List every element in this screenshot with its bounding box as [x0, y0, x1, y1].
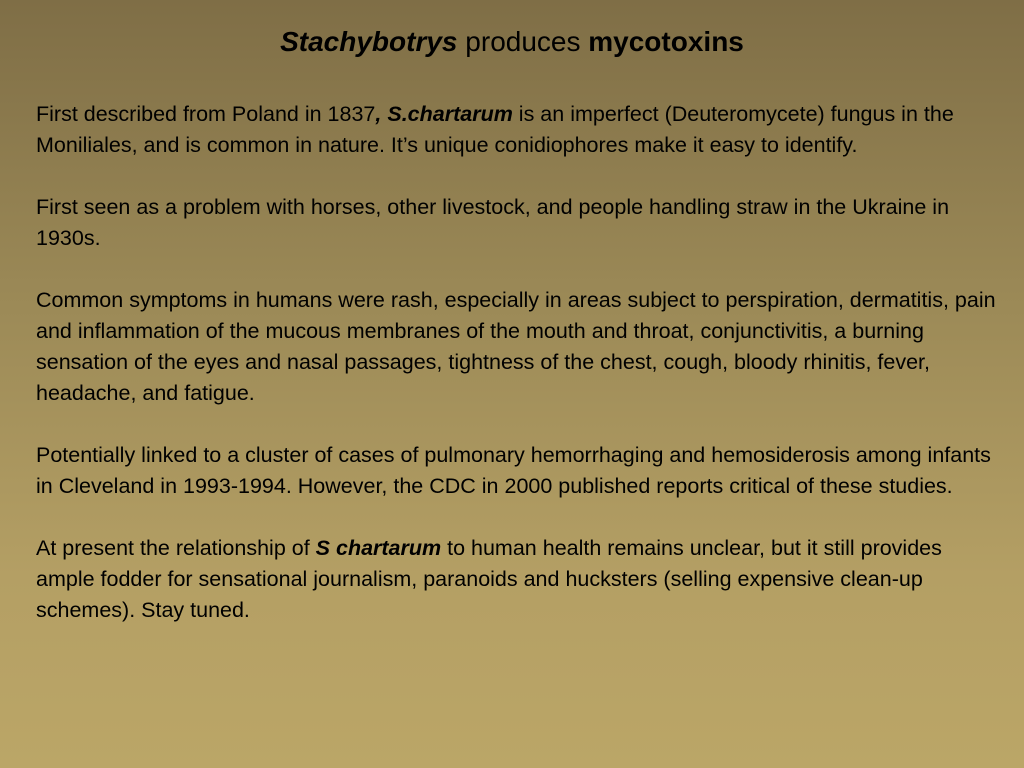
paragraph-first-seen: First seen as a problem with horses, other livestock, and people handling straw in the Ukraine in 1930s. [36, 195, 950, 250]
slide-body [36, 99, 998, 657]
title-genus: Stachybotrys [280, 26, 458, 57]
paragraph-present [36, 533, 998, 626]
title-object: mycotoxins [588, 26, 744, 57]
paragraph-present-text-a: At present the relationship of [36, 536, 316, 560]
paragraph-history-text-a: First described from Poland in 1837 [36, 102, 376, 126]
paragraph-history [36, 99, 998, 161]
title-verb: produces [457, 26, 589, 57]
paragraph-history-species: , S.chartarum [375, 102, 513, 126]
paragraph-present-text-b: to human health remains unclear, but it still provides ample fodder for sensational journalism, paranoids and hucksters (selling expensive clean-up schemes). Stay tuned. [36, 536, 942, 622]
slide-title [0, 24, 1024, 60]
paragraph-history-text-b: is an imperfect (Deuteromycete) fungus in the Moniliales, and is common in nature. It’s unique conidiophores make it easy to identify. [36, 102, 954, 157]
paragraph-present-species: S chartarum [315, 536, 442, 560]
paragraph-cleveland: Potentially linked to a cluster of cases of pulmonary hemorrhaging and hemosiderosis among infants in Cleveland in 1993-1994. However, the CDC in 2000 published reports critical of these studies. [36, 443, 991, 498]
paragraph-symptoms: Common symptoms in humans were rash, especially in areas subject to perspiration, dermatitis, pain and inflammation of the mucous membranes of the mouth and throat, conjunctivitis, a burning sensation of the eyes and nasal passages, tightness of the chest, cough, bloody rhinitis, fever, headache, and fatigue. [36, 288, 996, 405]
